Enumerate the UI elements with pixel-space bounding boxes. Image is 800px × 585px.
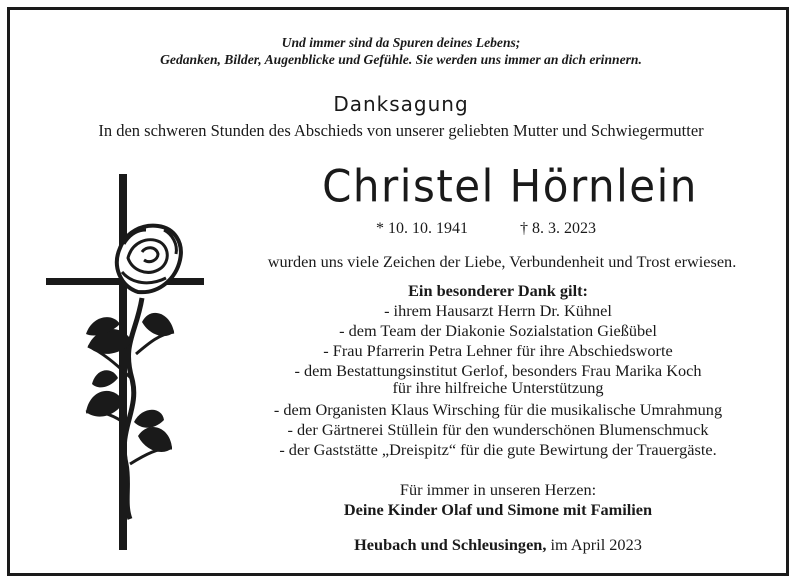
closing-line: Für immer in unseren Herzen: — [399, 480, 597, 499]
thanks-item: - dem Bestattungsinstitut Gerlof, besonders Frau Marika Koch — [294, 361, 702, 380]
thanks-item: - dem Organisten Klaus Wirsching für die musikalische Umrahmung — [273, 400, 723, 419]
place: Heubach und Schleusingen, — [354, 535, 547, 554]
heading-danksagung: Danksagung — [333, 92, 469, 116]
date: im April 2023 — [546, 535, 642, 554]
thanks-item: - ihrem Hausarzt Herrn Dr. Kühnel — [384, 301, 612, 320]
life-dates — [238, 220, 758, 240]
thanks-item: - der Gaststätte „Dreispitz“ für die gute Bewirtung der Trauergäste. — [279, 440, 717, 459]
birth-date: * 10. 10. 1941 — [376, 220, 468, 237]
thanks-item: für ihre hilfreiche Unterstützung — [392, 378, 604, 397]
motto-line-1: Und immer sind da Spuren deines Lebens; — [281, 35, 521, 50]
thanks-item: - dem Team der Diakonie Sozialstation Gießübel — [339, 321, 657, 340]
place-date-line — [238, 535, 758, 555]
motto-line-2: Gedanken, Bilder, Augenblicke und Gefühle. Sie werden uns immer an dich erinnern. — [160, 52, 642, 67]
received-text: wurden uns viele Zeichen der Liebe, Verbundenheit und Trost erwiesen. — [267, 252, 737, 271]
thanks-item: - der Gärtnerei Stüllein für den wunderschönen Blumenschmuck — [287, 420, 709, 439]
cross-with-rose-icon — [46, 174, 216, 554]
thanks-heading: Ein besonderer Dank gilt: — [408, 281, 588, 300]
thanks-item: - Frau Pfarrerin Petra Lehner für ihre Abschiedsworte — [323, 341, 673, 360]
family-signature: Deine Kinder Olaf und Simone mit Familien — [343, 500, 653, 519]
deceased-name: Christel Hörnlein — [322, 160, 698, 213]
intro-text: In den schweren Stunden des Abschieds von unserer geliebten Mutter und Schwiegermutter — [98, 121, 704, 140]
death-date: † 8. 3. 2023 — [520, 220, 596, 237]
obituary-notice — [7, 7, 789, 576]
